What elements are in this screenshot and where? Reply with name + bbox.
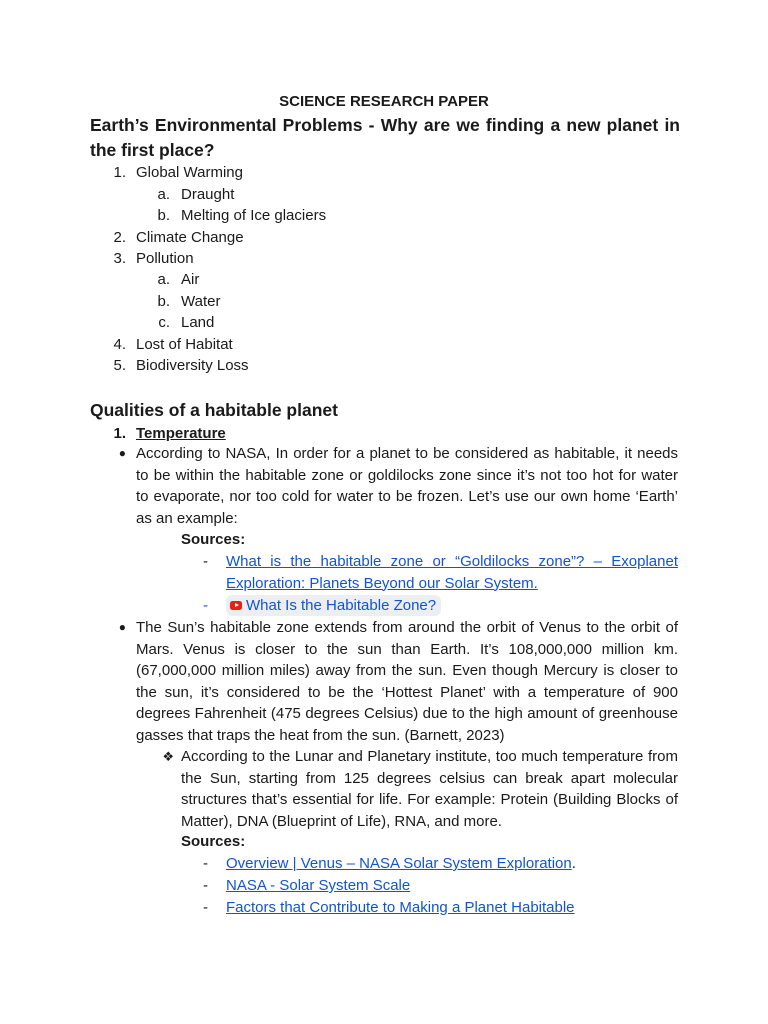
list-marker: 1.	[113, 425, 126, 442]
source-link-venus[interactable]: Overview | Venus – NASA Solar System Exploration	[226, 855, 572, 872]
document-title: SCIENCE RESEARCH PAPER	[279, 93, 489, 110]
paragraph-lunar-institute: According to the Lunar and Planetary institute, too much temperature from the Sun, starting from 125 degrees celsius can break apart molecular structures that’s essential for life. For example: Protein (Building Blocks of Matter), DNA (Blueprint of Life), RNA, and more.	[181, 748, 678, 830]
source-link-habitable-factors[interactable]: Factors that Contribute to Making a Planet Habitable	[226, 899, 575, 916]
sublist-item: Melting of Ice glaciers	[181, 207, 327, 224]
sublist-marker: a.	[157, 186, 170, 203]
sublist-item: Air	[181, 271, 200, 288]
source-venus-suffix: .	[571, 855, 576, 872]
dash-marker: -	[203, 855, 208, 872]
sources-label: Sources:	[181, 531, 246, 548]
section2-heading: Qualities of a habitable planet	[90, 400, 338, 420]
list-item: Global Warming	[136, 164, 243, 181]
sublist-item: Water	[181, 293, 221, 310]
section1-heading: Earth’s Environmental Problems - Why are we finding a new planet in the first place?	[90, 115, 680, 160]
list-marker: 2.	[113, 229, 126, 246]
list-marker: 4.	[113, 336, 126, 353]
sublist-marker: b.	[157, 293, 170, 310]
sublist-marker: b.	[157, 207, 170, 224]
paragraph-sun-habitable-zone: The Sun’s habitable zone extends from around the orbit of Venus to the orbit of Mars. Venus is closer to the sun than Earth. It’s 108,000,000 million km. (67,000,000 million miles) away from the sun. Even though Mercury is closer to the sun, it’s considered to be the ‘Hottest Planet’ with a temperature of 900 degrees Fahrenheit (475 degrees Celsius) due to the high amount of greenhouse gasses that traps the heat from the sun. (Barnett, 2023)	[136, 619, 678, 744]
list-marker: 3.	[113, 250, 126, 267]
list-item: Pollution	[136, 250, 194, 267]
youtube-video-chip[interactable]	[226, 595, 441, 616]
dash-marker: -	[203, 597, 208, 614]
list-item: Lost of Habitat	[136, 336, 233, 353]
paragraph-habitable-zone: According to NASA, In order for a planet to be considered as habitable, it needs to be within the habitable zone or goldilocks zone since it’s not too hot for water to evaporate, nor too cold for water to be frozen. Let’s use our own home ‘Earth’ as an example:	[136, 445, 678, 527]
list-item: Climate Change	[136, 229, 244, 246]
sources-label: Sources:	[181, 833, 246, 850]
bullet-marker: ●	[118, 620, 126, 634]
source-link-goldilocks[interactable]	[226, 551, 678, 594]
dash-marker: -	[203, 553, 208, 570]
sublist-item: Land	[181, 314, 215, 331]
temperature-heading: Temperature	[136, 425, 226, 442]
list-item: Biodiversity Loss	[136, 357, 249, 374]
sublist-item: Draught	[181, 186, 235, 203]
dash-marker: -	[203, 899, 208, 916]
dash-marker: -	[203, 877, 208, 894]
bullet-marker: ●	[118, 446, 126, 460]
source-link-goldilocks-text[interactable]: What is the habitable zone or “Goldilocks zone”? – Exoplanet Exploration: Planets Beyond our Solar System.	[226, 553, 678, 592]
sublist-marker: c.	[158, 314, 170, 331]
source-link-solar-system-scale[interactable]: NASA - Solar System Scale	[226, 877, 411, 894]
list-marker: 1.	[113, 164, 126, 181]
source-venus	[226, 853, 576, 874]
list-marker: 5.	[113, 357, 126, 374]
diamond-bullet-marker: ❖	[162, 749, 174, 764]
sublist-marker: a.	[157, 271, 170, 288]
youtube-icon	[230, 601, 242, 610]
youtube-video-title[interactable]: What Is the Habitable Zone?	[246, 597, 437, 614]
